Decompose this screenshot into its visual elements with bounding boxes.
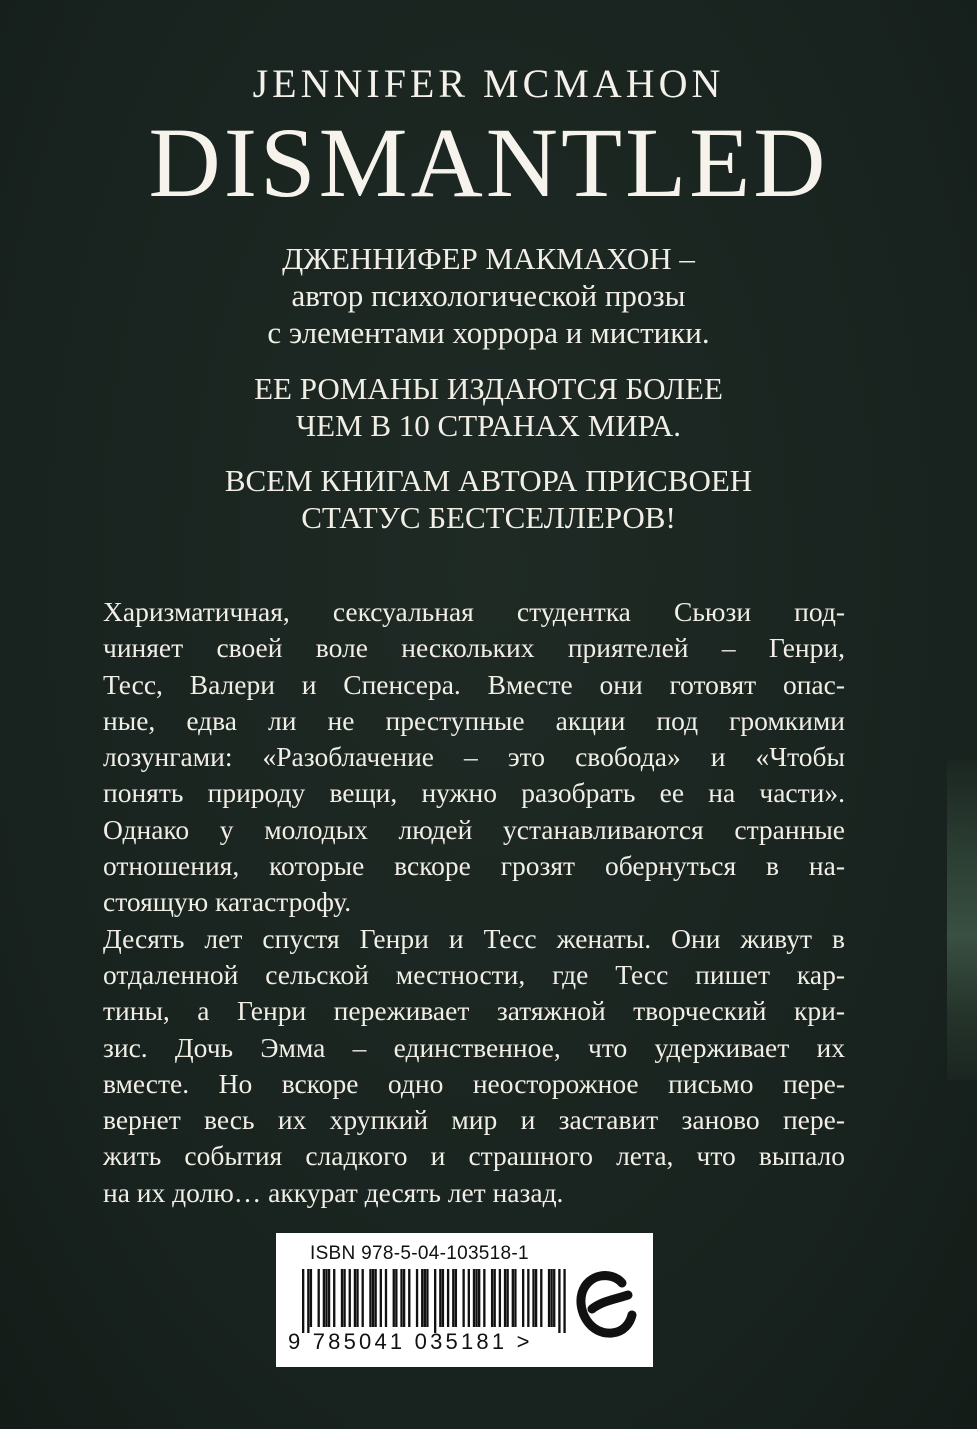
barcode-bar xyxy=(550,1269,552,1327)
barcode-bar xyxy=(349,1269,351,1327)
blurb-line: ДЖЕННИФЕР МАКМАХОН – xyxy=(282,241,695,276)
barcode-bar xyxy=(527,1269,529,1327)
barcode-bar xyxy=(416,1269,418,1327)
barcode-bar xyxy=(380,1269,382,1327)
barcode-bar xyxy=(424,1269,426,1327)
barcode-bar xyxy=(408,1269,410,1327)
barcode-bar xyxy=(356,1269,358,1327)
description-line: Тесс, Валери и Спенсера. Вместе они готовят опас- xyxy=(103,668,845,700)
barcode-bar xyxy=(535,1269,537,1327)
barcode-bar xyxy=(333,1269,335,1327)
barcode-bar xyxy=(452,1269,454,1327)
barcode-bar xyxy=(426,1269,428,1327)
barcode-bar xyxy=(343,1269,345,1327)
description-line: отдаленной сельской местности, где Тесс пишет кар- xyxy=(103,958,845,990)
blurb-line: с элементами хоррора и мистики. xyxy=(267,315,710,350)
barcode-bar xyxy=(439,1269,441,1327)
barcode-bar xyxy=(553,1269,555,1327)
barcode-bar xyxy=(512,1269,514,1327)
description-line: отношения, которые вскоре грозят обернуться в на- xyxy=(103,850,845,882)
barcode-bar xyxy=(307,1269,309,1333)
eksmo-logo-icon xyxy=(572,1265,638,1345)
description-line: вместе. Но вскоре одно неосторожное письмо пере- xyxy=(103,1067,845,1099)
barcode-bar xyxy=(395,1269,397,1327)
barcode-bar xyxy=(478,1269,480,1327)
barcode-bar xyxy=(374,1269,376,1327)
description-line: Харизматичная, сексуальная студентка Сьюзи под- xyxy=(103,596,845,627)
barcode-icon xyxy=(302,1269,566,1333)
description-line: Однако у молодых людей устанавливаются странные xyxy=(103,813,845,845)
barcode-bar xyxy=(462,1269,464,1327)
description-line: понять природу вещи, нужно разобрать ее на части». xyxy=(103,777,845,809)
barcode-bar xyxy=(385,1269,387,1327)
blurb-translations xyxy=(0,370,977,444)
barcode-bar xyxy=(434,1269,436,1333)
barcode-bar xyxy=(499,1269,501,1327)
foliage-edge-image xyxy=(947,760,977,1080)
barcode-bar xyxy=(354,1269,356,1327)
blurb-line: ЕЕ РОМАНЫ ИЗДАЮТСЯ БОЛЕЕ xyxy=(254,371,723,406)
description-line: стоящую катастрофу. xyxy=(103,886,352,918)
book-description xyxy=(103,594,845,1211)
barcode-bar xyxy=(362,1269,364,1327)
barcode-bar xyxy=(442,1269,444,1327)
description-line: лозунгами: «Разоблачение – это свобода» и «Чтобы xyxy=(103,741,845,773)
barcode-bar xyxy=(483,1269,485,1327)
barcode-bar xyxy=(494,1269,496,1327)
blurb-line: ВСЕМ КНИГАМ АВТОРА ПРИСВОЕН xyxy=(224,463,753,498)
barcode-bar xyxy=(318,1269,320,1327)
barcode-bar xyxy=(514,1269,516,1327)
barcode-bar xyxy=(302,1269,304,1333)
barcode-bar xyxy=(403,1269,405,1327)
blurb-line: ЧЕМ В 10 СТРАНАХ МИРА. xyxy=(295,408,682,443)
barcode-bar xyxy=(369,1269,371,1327)
barcode-bar xyxy=(548,1269,550,1327)
description-line: зис. Дочь Эмма – единственное, что удерживает их xyxy=(103,1031,845,1063)
barcode-bar xyxy=(310,1269,312,1327)
barcode-bar xyxy=(341,1269,343,1327)
blurb-line: автор психологической прозы xyxy=(291,278,686,313)
barcode-bar xyxy=(506,1269,508,1327)
barcode-bar xyxy=(558,1269,560,1333)
blurb-author-intro xyxy=(0,240,977,351)
blurb-line: СТАТУС БЕСТСЕЛЛЕРОВ! xyxy=(301,500,676,535)
description-line: жить события сладкого и страшного лета, что выпало xyxy=(103,1140,845,1172)
barcode-bar xyxy=(563,1269,565,1333)
description-line: тины, а Генри переживает затяжной творческий кри- xyxy=(103,995,845,1027)
barcode-bar xyxy=(532,1269,534,1327)
description-line: вернет весь их хрупкий мир и заставит заново пере- xyxy=(103,1104,845,1136)
barcode-bar xyxy=(447,1269,449,1327)
book-title: DISMANTLED xyxy=(148,107,829,218)
barcode-bar xyxy=(325,1269,327,1327)
barcode-bar xyxy=(421,1269,423,1327)
barcode-bar xyxy=(540,1269,542,1327)
author-name: JENNIFER MCMAHON xyxy=(252,61,725,106)
barcode-bar xyxy=(400,1269,402,1327)
description-line: чиняет своей воле нескольких приятелей – Генри, xyxy=(103,632,845,664)
description-line: на их долю… аккурат десять лет назад. xyxy=(103,1176,564,1208)
barcode-bar xyxy=(504,1269,506,1327)
barcode-bar xyxy=(393,1269,395,1327)
barcode-bar xyxy=(491,1269,493,1327)
barcode-bar xyxy=(473,1269,475,1327)
barcode-bar xyxy=(455,1269,457,1327)
barcode-bar xyxy=(323,1269,325,1327)
description-line: Десять лет спустя Генри и Тесс женаты. Они живут в xyxy=(103,922,845,954)
barcode-bar xyxy=(328,1269,330,1327)
isbn-number: ISBN 978-5-04-103518-1 xyxy=(310,1243,529,1264)
barcode-bar xyxy=(475,1269,477,1327)
barcode-bar xyxy=(372,1269,374,1327)
barcode-bar xyxy=(468,1269,470,1327)
description-line: ные, едва ли не преступные акции под громкими xyxy=(103,704,845,736)
barcode-digits: 9 785041 035181 > xyxy=(288,1329,533,1354)
isbn-barcode-block xyxy=(276,1233,653,1367)
barcode-bar xyxy=(522,1269,524,1327)
blurb-bestsellers xyxy=(0,462,977,536)
